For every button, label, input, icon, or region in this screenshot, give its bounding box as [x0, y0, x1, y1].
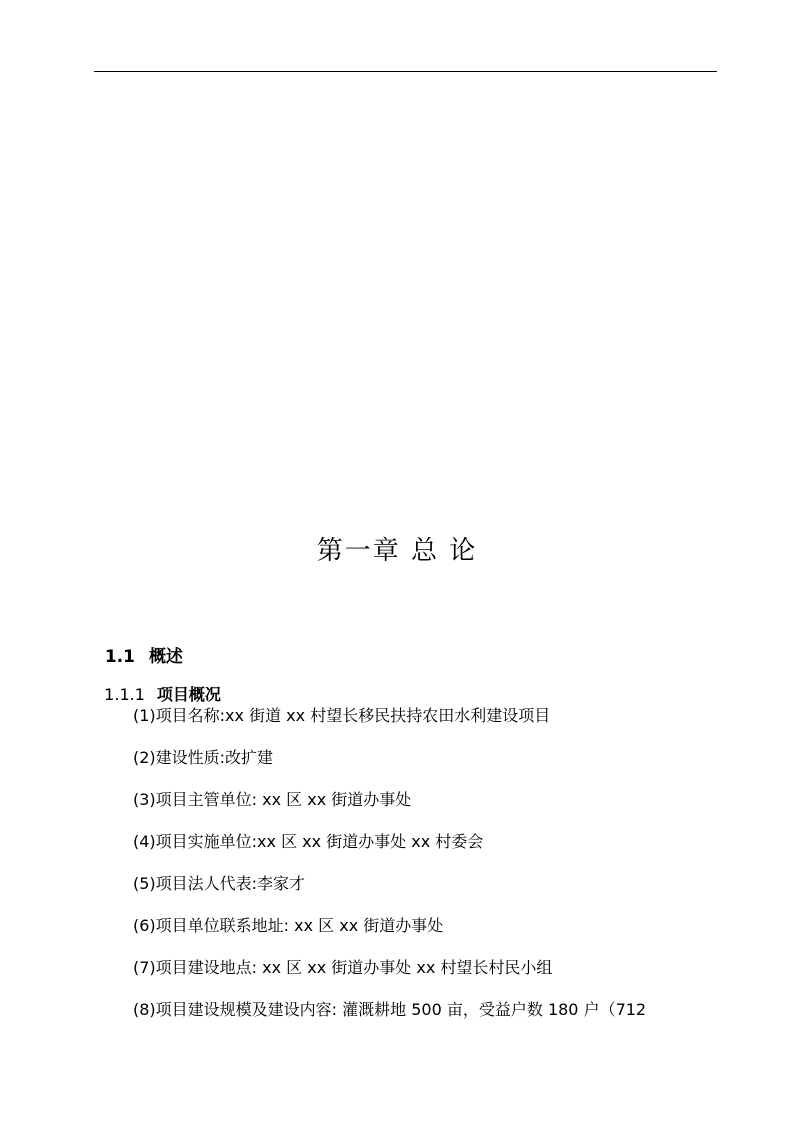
- list-item: (2)建设性质:改扩建: [133, 748, 274, 767]
- subsection-number: 1.1.1: [104, 685, 145, 704]
- section-number: 1.1: [104, 647, 135, 667]
- list-item: (3)项目主管单位: xx 区 xx 街道办事处: [133, 790, 412, 809]
- list-item: (8)项目建设规模及建设内容: 灌溉耕地 500 亩，受益户数 180 户（712: [133, 1000, 647, 1019]
- list-item: (5)项目法人代表:李家才: [133, 874, 306, 893]
- chapter-title: 第一章 总 论: [316, 536, 478, 566]
- list-item: (1)项目名称:xx 街道 xx 村望长移民扶持农田水利建设项目: [133, 706, 551, 725]
- subsection-title: 项目概况: [156, 685, 221, 704]
- subsection-heading: [94, 663, 221, 705]
- list-item: (7)项目建设地点: xx 区 xx 街道办事处 xx 村望长村民小组: [133, 958, 553, 977]
- section-title: 概述: [148, 647, 183, 667]
- list-item: (4)项目实施单位:xx 区 xx 街道办事处 xx 村委会: [133, 832, 484, 851]
- header-rule: [94, 71, 717, 72]
- list-item: (6)项目单位联系地址: xx 区 xx 街道办事处: [133, 916, 444, 935]
- section-heading: [94, 622, 183, 667]
- project-overview-list: [133, 704, 733, 1040]
